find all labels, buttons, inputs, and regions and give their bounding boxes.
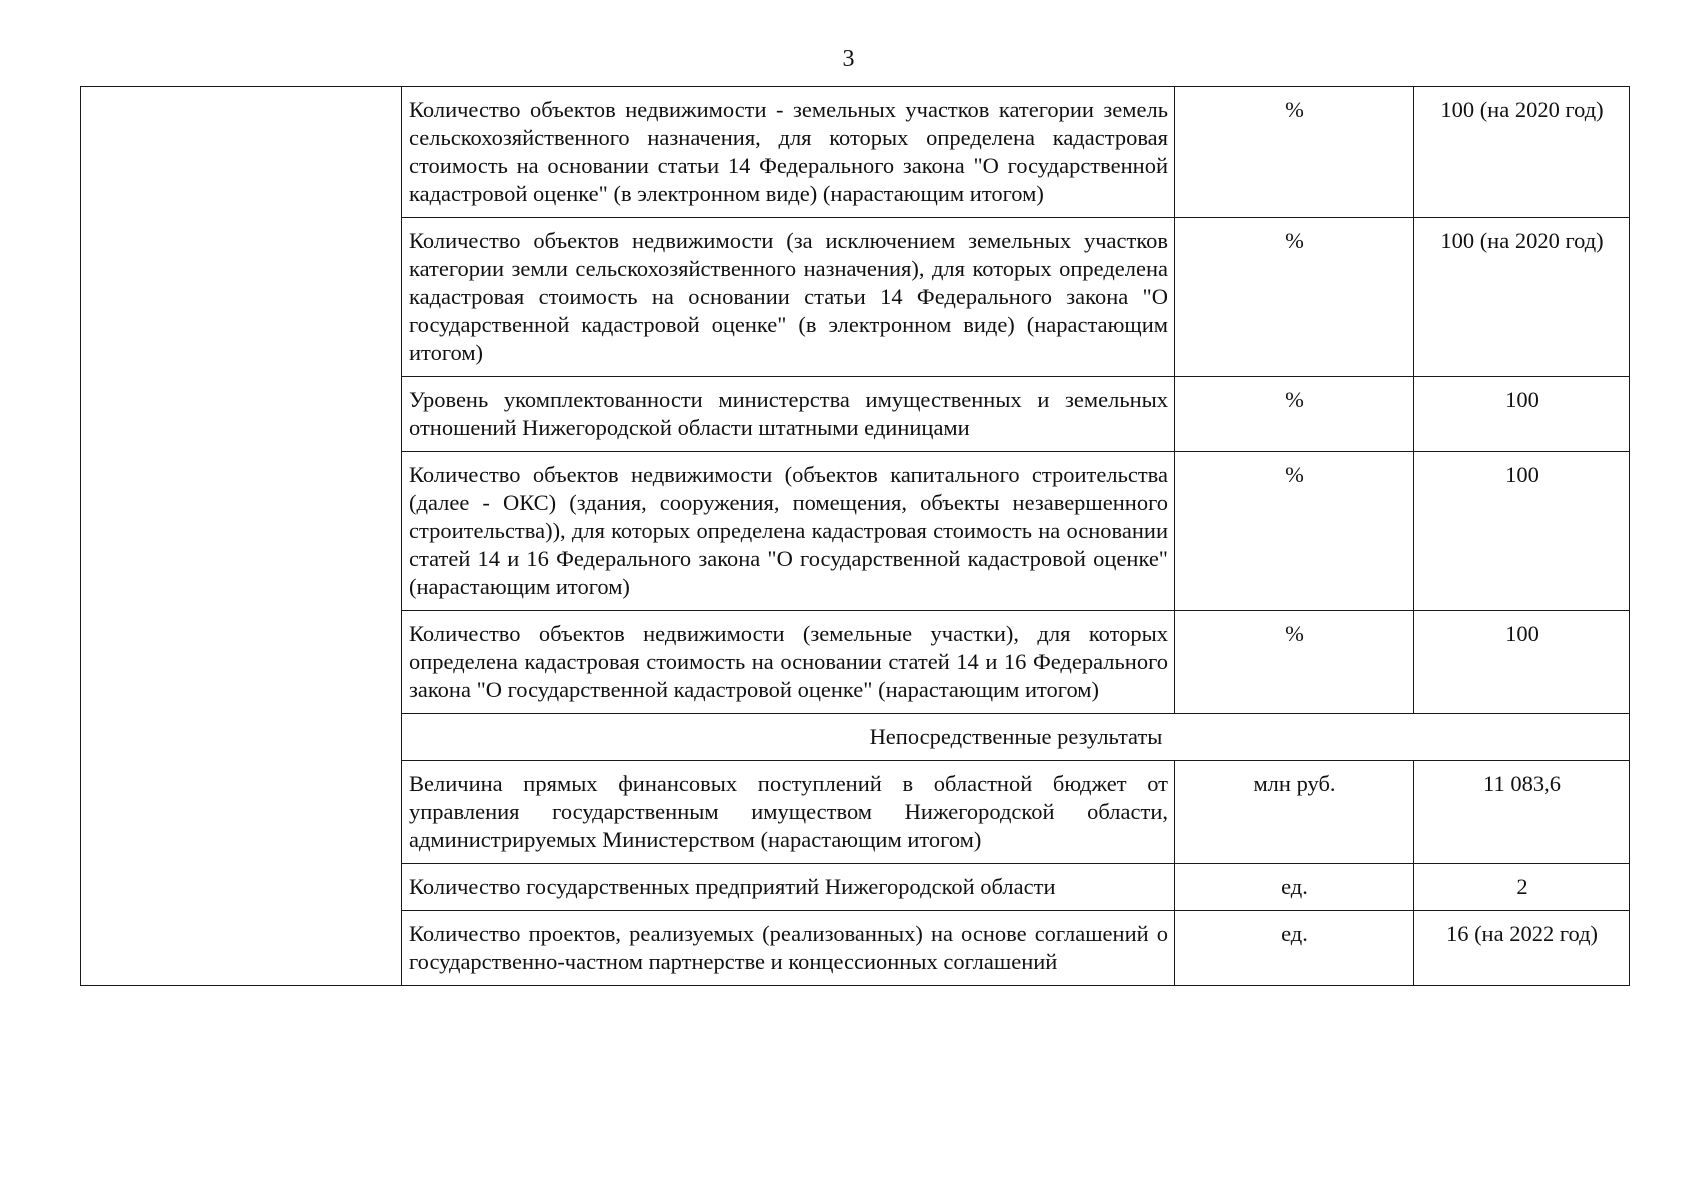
page-number: 3 [842,46,855,72]
table-row [81,87,1630,218]
indicator-value: 2 [1414,864,1630,911]
indicator-value: 100 [1414,611,1630,714]
indicator-unit: ед. [1175,864,1414,911]
indicator-name: Количество объектов недвижимости - земельных участков категории земель сельскохозяйственного назначения, для которых определена кадастровая стоимость на основании статьи 14 Федерального закона "О государственной кадастровой оценке" (в электронном виде) (нарастающим итогом) [402,87,1175,218]
indicators-table [80,86,1630,986]
indicator-value: 11 083,6 [1414,761,1630,864]
indicator-unit: % [1175,611,1414,714]
indicator-value: 100 [1414,377,1630,452]
indicator-unit: млн руб. [1175,761,1414,864]
indicator-name: Количество государственных предприятий Нижегородской области [402,864,1175,911]
indicator-value: 100 (на 2020 год) [1414,87,1630,218]
indicator-value: 100 [1414,452,1630,611]
indicator-name: Уровень укомплектованности министерства имущественных и земельных отношений Нижегородской области штатными единицами [402,377,1175,452]
indicator-name: Количество объектов недвижимости (земельные участки), для которых определена кадастровая стоимость на основании статей 14 и 16 Федерального закона "О государственной кадастровой оценке" (нарастающим итогом) [402,611,1175,714]
goal-cell [81,87,402,986]
indicator-unit: % [1175,452,1414,611]
indicator-name: Количество объектов недвижимости (за исключением земельных участков категории земли сельскохозяйственного назначения), для которых определена кадастровая стоимость на основании статьи 14 Федерального закона "О государственной кадастровой оценке" (в электронном виде) (нарастающим итогом) [402,218,1175,377]
indicator-name: Количество объектов недвижимости (объектов капитального строительства (далее - ОКС) (здания, сооружения, помещения, объекты незавершенного строительства)), для которых определена кадастровая стоимость на основании статей 14 и 16 Федерального закона "О государственной кадастровой оценке" (нарастающим итогом) [402,452,1175,611]
indicator-name: Количество проектов, реализуемых (реализованных) на основе соглашений о государственно-частном партнерстве и концессионных соглашений [402,911,1175,986]
section-heading: Непосредственные результаты [402,714,1630,761]
indicator-unit: % [1175,218,1414,377]
indicator-value: 100 (на 2020 год) [1414,218,1630,377]
indicator-unit: ед. [1175,911,1414,986]
indicator-value: 16 (на 2022 год) [1414,911,1630,986]
indicator-name: Величина прямых финансовых поступлений в областной бюджет от управления государственным имуществом Нижегородской области, администрируемых Министерством (нарастающим итогом) [402,761,1175,864]
indicator-unit: % [1175,377,1414,452]
indicator-unit: % [1175,87,1414,218]
